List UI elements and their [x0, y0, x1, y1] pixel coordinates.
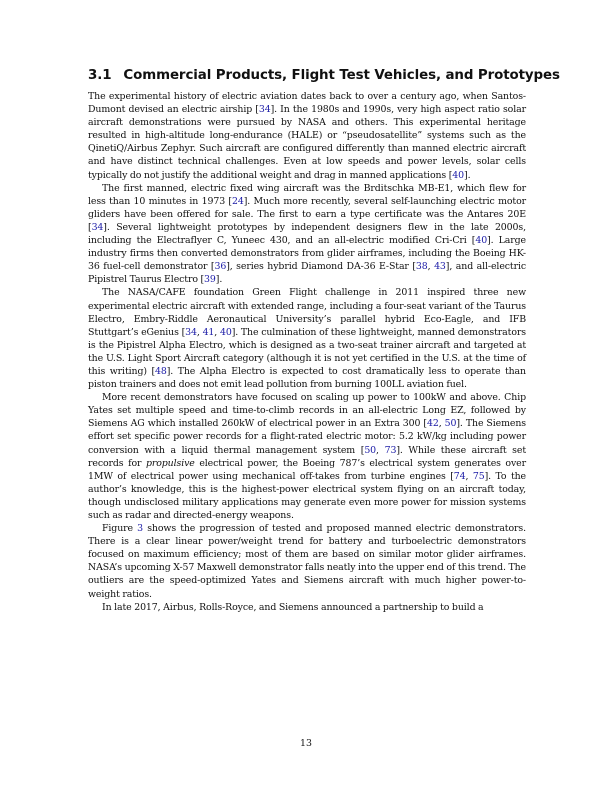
- section-title: Commercial Products, Flight Test Vehicles, and Prototypes: [123, 68, 560, 83]
- citation-link[interactable]: 75: [472, 470, 485, 482]
- citation-link[interactable]: 74: [453, 470, 466, 482]
- citation-link[interactable]: 34: [185, 326, 197, 338]
- citation-link[interactable]: 34: [91, 221, 104, 233]
- text-run: ,: [438, 418, 445, 430]
- text-run: The first manned, electric fixed wing aircraft was the Brditschka MB-E1, which flew for less than 10 minutes in 1973 [: [88, 182, 526, 207]
- body-text: [88, 90, 526, 614]
- text-run: ,: [196, 326, 203, 338]
- text-run: The experimental history of electric aviation dates back to over a century ago, when Santos-Dumont devised an electric airship [: [88, 91, 526, 116]
- page-number: 13: [300, 738, 312, 749]
- text-run: ]. Several lightweight prototypes by independent designers flew in the late 2000s, including the Electraflyer C, Yuneec 430, and an all-electric modified Cri-Cri [: [88, 221, 526, 247]
- paragraph-p5: [88, 522, 526, 601]
- text-run: ]. The Siemens effort set specific power records for a flight-rated electric motor: 5.2 kW/kg including power conversion with a liquid thermal management system [: [88, 418, 526, 456]
- text-run: ]. Much more recently, several self-launching electric motor gliders have been offered for sale. The first to earn a type certificate was the Antares 20E [: [88, 195, 526, 233]
- text-run: ]. The Alpha Electro is expected to cost dramatically less to operate than piston trainers and does not emit lead pollution from burning 100LL aviation fuel.: [88, 365, 526, 391]
- paragraph-p6: [88, 601, 526, 614]
- section-heading: [88, 68, 560, 83]
- paragraph-p3: [88, 286, 526, 391]
- citation-link[interactable]: 24: [232, 195, 244, 207]
- text-run: electrical power, the Boeing 787’s electrical system generates over 1MW of electrical power using mechanical off-takes from turbine engines [: [88, 457, 526, 482]
- text-run: ]. Large industry firms then converted demonstrators from glider airframes, including the Boeing HK-36 fuel-cell demonstrator [: [88, 235, 526, 273]
- section-number: 3.1: [88, 68, 112, 83]
- text-run: ]. The culmination of these lightweight, manned demonstrators is the Pipistrel Alpha Electro, which is designed as a two-seat trainer aircraft and targeted at the U.S. Light Sport Aircraft category (although it is not yet certified in the U.S. at the time of this writing) [: [88, 326, 526, 377]
- citation-link[interactable]: 42: [426, 418, 439, 430]
- citation-link[interactable]: 50: [444, 418, 457, 430]
- citation-link[interactable]: 3: [137, 523, 144, 535]
- text-run: ,: [376, 444, 385, 456]
- citation-link[interactable]: 50: [364, 444, 377, 456]
- text-run: ].: [215, 274, 223, 286]
- text-run: shows the progression of tested and proposed manned electric demonstrators. There is a clear linear power/weight trend for battery and turboelectric demonstrators focused on maximum efficiency; most of them are based on similar motor glider airframes. NASA’s upcoming X-57 Maxwell demonstrator falls neatly into the upper end of this trend. The outliers are the speed-optimized Yates and Siemens aircraft with much higher power-to-weight ratios.: [88, 523, 526, 600]
- text-run: ,: [214, 326, 220, 338]
- text-run: ].: [464, 169, 471, 181]
- citation-link[interactable]: 40: [452, 169, 465, 181]
- citation-link[interactable]: 38: [415, 261, 428, 273]
- citation-link[interactable]: 73: [384, 444, 397, 456]
- citation-link[interactable]: 39: [204, 274, 216, 286]
- text-run: ,: [427, 261, 435, 273]
- text-run: The NASA/CAFE foundation Green Flight challenge in 2011 inspired three new experimental electric aircraft with extended range, including a four-seat variant of the Taurus Electro, Embry-Riddle Aeronautical University’s parallel hybrid Eco-Eagle, and IFB Stuttgart’s eGenius [: [88, 287, 526, 338]
- text-run: ], and all-electric Pipistrel Taurus Electro [: [88, 261, 527, 286]
- citation-link[interactable]: 41: [202, 326, 215, 338]
- paragraph-p4: [88, 391, 526, 522]
- text-run: In late 2017, Airbus, Rolls-Royce, and Siemens announced a partnership to build a: [102, 601, 484, 613]
- citation-link[interactable]: 40: [475, 235, 488, 247]
- text-run: ,: [465, 470, 473, 482]
- text-run: ]. While these aircraft set records for: [88, 444, 526, 469]
- citation-link[interactable]: 43: [434, 261, 446, 273]
- text-run: More recent demonstrators have focused on scaling up power to 100kW and above. Chip Yates set multiple speed and time-to-climb records in an all-electric Long EZ, followed by Siemens AG which installed 260kW of electrical power in an Extra 300 [: [88, 392, 526, 430]
- citation-link[interactable]: 48: [155, 365, 167, 377]
- text-run: ], series hybrid Diamond DA-36 E-Star [: [226, 261, 416, 273]
- citation-link[interactable]: 36: [214, 261, 227, 273]
- citation-link[interactable]: 40: [219, 326, 232, 338]
- text-run: ]. To the author’s knowledge, this is the highest-power electrical system flying on an aircraft today, though undisclosed military applications may generate even more power for mission systems such as radar and directed-energy weapons.: [88, 470, 526, 521]
- page-body: [88, 68, 560, 614]
- emphasis-text: propulsive: [145, 457, 195, 469]
- text-run: Figure: [102, 523, 138, 535]
- text-run: ]. In the 1980s and 1990s, very high aspect ratio solar aircraft demonstrations were pursued by NASA and others. This experimental heritage resulted in high-altitude long-endurance (HALE) or “pseudosatellite” systems such as the QinetiQ/Airbus Zephyr. Such aircraft are configured differently than manned electric aircraft and have distinct technical challenges. Even at low speeds and power levels, solar cells typically do not justify the additional weight and drag in manned applications [: [88, 104, 527, 181]
- paragraph-p1: [88, 90, 526, 182]
- citation-link[interactable]: 34: [258, 104, 271, 116]
- paragraph-p2: [88, 182, 526, 287]
